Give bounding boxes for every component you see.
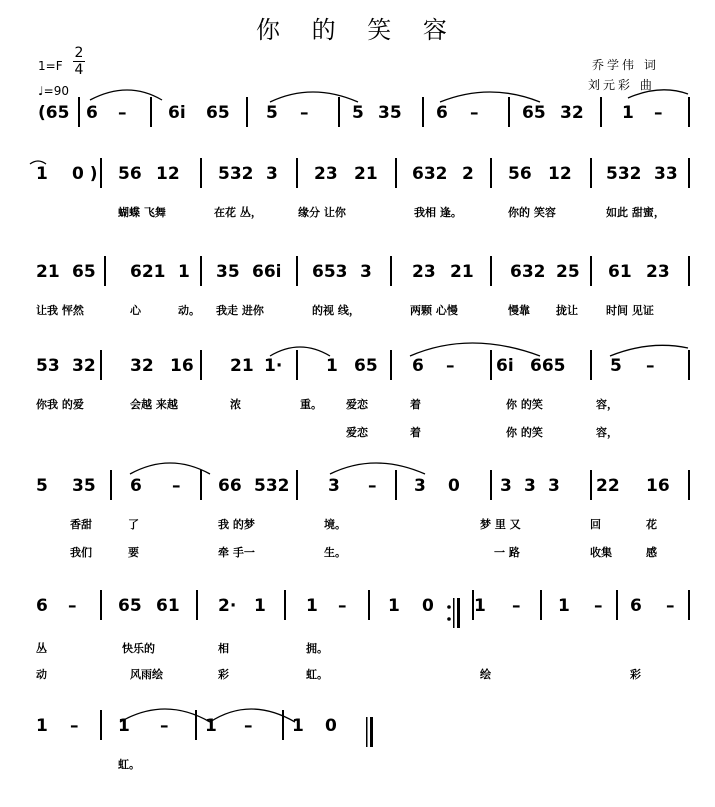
- note: 1: [254, 596, 266, 616]
- note: 22: [596, 476, 620, 496]
- note: –: [646, 356, 655, 376]
- lyric-line1: 时间 见证: [606, 304, 654, 317]
- note: –: [338, 596, 347, 616]
- note: –: [244, 716, 253, 736]
- note: 532: [254, 476, 290, 496]
- note: 65: [354, 356, 378, 376]
- lyric-line1: 的视 线，: [312, 304, 360, 317]
- note: 23: [646, 262, 670, 282]
- note: 1·: [264, 356, 283, 376]
- lyric-line1: 浓: [230, 398, 241, 411]
- note: –: [368, 476, 377, 496]
- note: 3: [500, 476, 512, 496]
- note: 12: [548, 164, 572, 184]
- note: 6: [630, 596, 642, 616]
- note: 65: [206, 103, 230, 123]
- note: 3: [266, 164, 278, 184]
- lyric-line1: 两颗 心慢: [410, 304, 458, 317]
- lyric-line2: 动: [36, 668, 47, 681]
- tie: [610, 345, 688, 356]
- note: 0 ): [72, 164, 98, 184]
- note: 665: [530, 356, 566, 376]
- note: 16: [170, 356, 194, 376]
- lyric-line1: 慢靠: [508, 304, 530, 317]
- lyric-line1: 你的 笑容: [508, 206, 556, 219]
- note: 1: [205, 716, 217, 736]
- note: –: [654, 103, 663, 123]
- note: –: [70, 716, 79, 736]
- key-signature: 1=F: [38, 59, 63, 73]
- lyric-line1: 着: [410, 398, 421, 411]
- lyric-line1: 拥。: [306, 642, 328, 655]
- note: –: [512, 596, 521, 616]
- lyric-line1: 香甜: [70, 518, 92, 531]
- note: 21: [354, 164, 378, 184]
- final-barline-thin: [366, 717, 368, 747]
- note: 1: [622, 103, 634, 123]
- lyric-line1: 花: [646, 518, 657, 531]
- final-barline-thick: [370, 717, 373, 747]
- note: 1: [36, 716, 48, 736]
- lyric-line1: 我 的梦: [218, 518, 255, 531]
- repeat-dot: [447, 617, 451, 621]
- note: 2: [462, 164, 474, 184]
- lyric-line1: 我走 进你: [216, 304, 264, 317]
- note: 632: [412, 164, 448, 184]
- lyric-line1: 心: [130, 304, 141, 317]
- note: –: [594, 596, 603, 616]
- lyric-line2: 要: [128, 546, 139, 559]
- tie: [270, 347, 330, 356]
- lyric-line2: 收集: [590, 546, 612, 559]
- note: 35: [378, 103, 402, 123]
- repeat-bar-thick: [457, 598, 460, 628]
- note: –: [68, 596, 77, 616]
- lyric-line2: 爱恋: [346, 426, 368, 439]
- lyric-line2: 虹。: [306, 668, 328, 681]
- lyric-line2: 生。: [324, 546, 346, 559]
- note: 56: [508, 164, 532, 184]
- note: 32: [560, 103, 584, 123]
- note: 0: [448, 476, 460, 496]
- note: 32: [72, 356, 96, 376]
- note: 21: [36, 262, 60, 282]
- note: 5: [36, 476, 48, 496]
- tie: [330, 463, 425, 474]
- note: 1: [474, 596, 486, 616]
- note: 66: [218, 476, 242, 496]
- note: 23: [314, 164, 338, 184]
- note: 1: [292, 716, 304, 736]
- lyric-line1: 如此 甜蜜，: [606, 206, 665, 219]
- note: 1: [306, 596, 318, 616]
- lyric-line1: 境。: [324, 518, 346, 531]
- note: 1: [36, 164, 48, 184]
- note: –: [160, 716, 169, 736]
- note: 0: [325, 716, 337, 736]
- lyric-line2: 容，: [596, 426, 618, 439]
- note: 6i: [168, 103, 186, 123]
- note: –: [446, 356, 455, 376]
- note: 1: [118, 716, 130, 736]
- note: 6i: [496, 356, 514, 376]
- lyric-line2: 牵 手一: [218, 546, 255, 559]
- note: 532: [218, 164, 254, 184]
- lyric-line1: 容，: [596, 398, 618, 411]
- note: 653: [312, 262, 348, 282]
- lyric-line1: 相: [218, 642, 229, 655]
- note: 53: [36, 356, 60, 376]
- lyric-line1: 爱恋: [346, 398, 368, 411]
- note: 65: [522, 103, 546, 123]
- note: 5: [352, 103, 364, 123]
- repeat-bar-thin: [453, 598, 455, 628]
- note: 3: [328, 476, 340, 496]
- tie: [90, 90, 162, 100]
- note: 66i: [252, 262, 282, 282]
- tie: [210, 709, 295, 722]
- note: 532: [606, 164, 642, 184]
- note: 65: [72, 262, 96, 282]
- lyric-line1: 你 的笑: [506, 398, 543, 411]
- lyricist: 乔学伟 词: [592, 58, 659, 72]
- note: 35: [216, 262, 240, 282]
- note: 21: [230, 356, 254, 376]
- note: 23: [412, 262, 436, 282]
- note: 21: [450, 262, 474, 282]
- tie: [30, 161, 46, 164]
- note: 6: [436, 103, 448, 123]
- lyric-line1: 虹。: [118, 758, 140, 771]
- lyric-line2: 你 的笑: [506, 426, 543, 439]
- tie: [440, 92, 540, 102]
- note: –: [172, 476, 181, 496]
- lyric-line1: 蝴蝶 飞舞: [118, 206, 166, 219]
- tie: [130, 463, 210, 474]
- note: 56: [118, 164, 142, 184]
- tie: [270, 92, 358, 102]
- note: 65: [118, 596, 142, 616]
- note: 1: [558, 596, 570, 616]
- composer: 刘元彩 曲: [588, 78, 655, 92]
- song-title: 你 的 笑 容: [256, 16, 459, 44]
- note: 25: [556, 262, 580, 282]
- note: 3: [524, 476, 536, 496]
- note: 3: [414, 476, 426, 496]
- note: –: [666, 596, 675, 616]
- tie: [628, 90, 688, 98]
- note: 1: [326, 356, 338, 376]
- note: –: [470, 103, 479, 123]
- tempo-marking: ♩=90: [38, 84, 69, 98]
- note: –: [300, 103, 309, 123]
- note: 3: [548, 476, 560, 496]
- lyric-line1: 缘分 让你: [298, 206, 346, 219]
- note: 5: [610, 356, 622, 376]
- lyric-line2: 彩: [630, 668, 641, 681]
- note: –: [118, 103, 127, 123]
- lyric-line1: 回: [590, 518, 601, 531]
- tie: [120, 709, 210, 722]
- lyric-line1: 在花 丛，: [214, 206, 262, 219]
- lyric-line1: 了: [128, 518, 139, 531]
- note: 35: [72, 476, 96, 496]
- note: 61: [156, 596, 180, 616]
- lyric-line1: 快乐的: [122, 642, 155, 655]
- lyric-line1: 拢让: [556, 304, 578, 317]
- lyric-line2: 风雨绘: [130, 668, 163, 681]
- repeat-dot: [447, 605, 451, 609]
- note: 1: [388, 596, 400, 616]
- lyric-line2: 我们: [70, 546, 92, 559]
- note: 3: [360, 262, 372, 282]
- time-signature-top: 2: [74, 45, 84, 61]
- lyric-line2: 绘: [480, 668, 491, 681]
- note: 33: [654, 164, 678, 184]
- note: 621: [130, 262, 166, 282]
- note: 32: [130, 356, 154, 376]
- note: 1: [178, 262, 190, 282]
- lyric-line1: 会越 来越: [130, 398, 178, 411]
- lyric-line1: 动。: [178, 304, 200, 317]
- lyric-line2: 着: [410, 426, 421, 439]
- lyric-line1: 你我 的爱: [36, 398, 84, 411]
- note: 6: [130, 476, 142, 496]
- note: 61: [608, 262, 632, 282]
- note: 2·: [218, 596, 237, 616]
- note: 632: [510, 262, 546, 282]
- time-signature-bottom: 4: [74, 62, 84, 78]
- note: 12: [156, 164, 180, 184]
- note: (65: [38, 103, 70, 123]
- note: 6: [86, 103, 98, 123]
- note: 16: [646, 476, 670, 496]
- note: 6: [412, 356, 424, 376]
- lyric-line2: 感: [646, 546, 657, 559]
- note: 0: [422, 596, 434, 616]
- lyric-line2: 一 路: [494, 546, 520, 559]
- lyric-line1: 丛: [36, 642, 47, 655]
- lyric-line1: 让我 怦然: [36, 304, 84, 317]
- lyric-line2: 彩: [218, 668, 229, 681]
- lyric-line1: 我相 逢。: [414, 206, 462, 219]
- tie: [410, 343, 540, 356]
- note: 5: [266, 103, 278, 123]
- lyric-line1: 重。: [300, 398, 322, 411]
- lyric-line1: 梦 里 又: [480, 518, 521, 531]
- note: 6: [36, 596, 48, 616]
